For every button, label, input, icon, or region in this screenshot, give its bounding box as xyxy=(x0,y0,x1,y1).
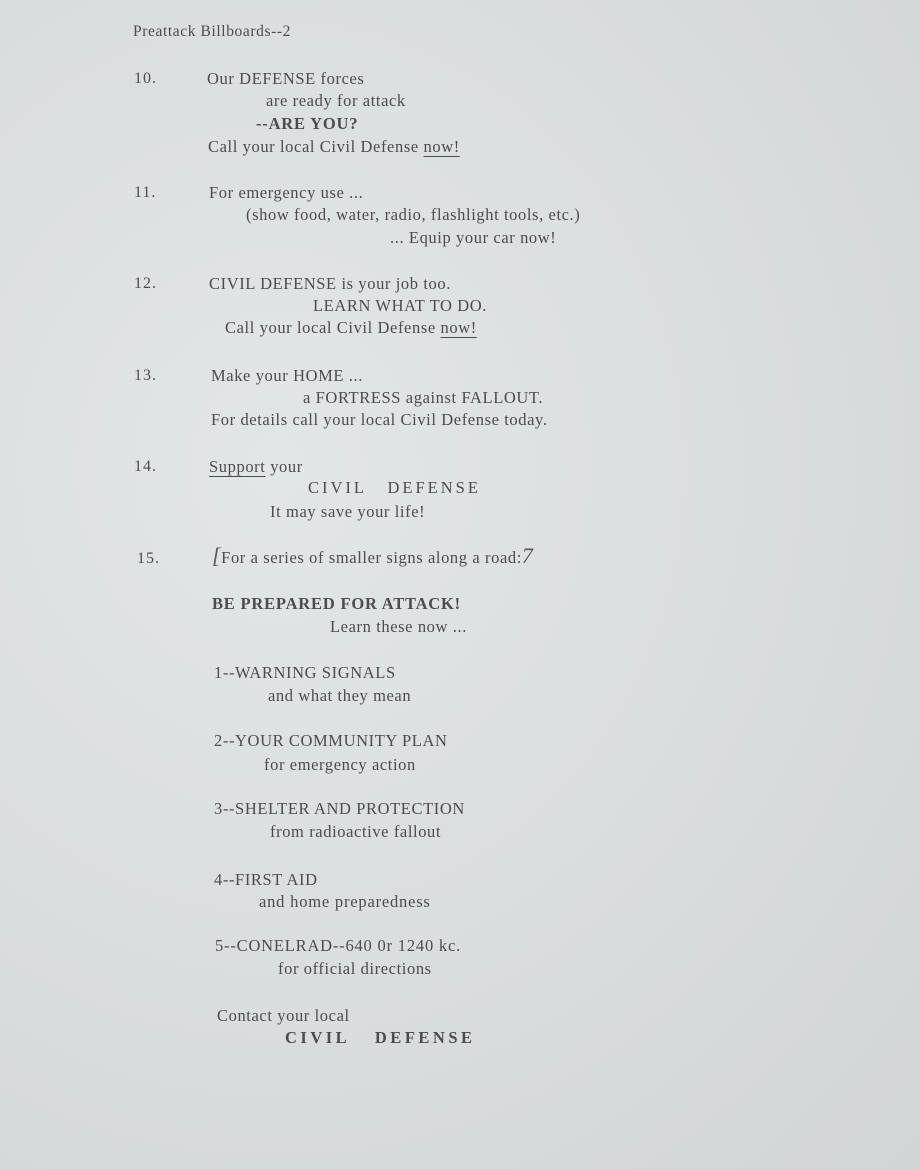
item-number-15: 15. xyxy=(137,550,160,567)
item-10-line-4-text: Call your local Civil Defense xyxy=(208,137,424,156)
sign-5-title: 5--CONELRAD--640 0r 1240 kc. xyxy=(215,936,462,955)
sign-4-title: 4--FIRST AID xyxy=(214,870,318,889)
item-10-line-2: are ready for attack xyxy=(266,91,406,110)
item-11-line-2: (show food, water, radio, flashlight tools, etc.) xyxy=(246,205,581,224)
item-number-11: 11. xyxy=(134,184,157,201)
sign-4-detail: and home preparedness xyxy=(259,892,431,911)
item-14-support-underlined: Support xyxy=(209,457,266,476)
sign-5-detail: for official directions xyxy=(278,959,432,978)
item-10-now-underlined: now! xyxy=(423,137,460,156)
item-11-line-1: For emergency use ... xyxy=(209,183,364,202)
item-12-line-3 xyxy=(225,318,477,338)
sign-1-detail: and what they mean xyxy=(268,686,412,705)
item-10-line-3: --ARE YOU? xyxy=(256,114,359,133)
item-12-now-underlined: now! xyxy=(440,318,477,337)
item-14-line-3: It may save your life! xyxy=(270,502,426,521)
item-number-14: 14. xyxy=(134,458,157,475)
item-14-line-2: CIVIL DEFENSE xyxy=(308,478,481,497)
closing-line-2: CIVIL DEFENSE xyxy=(285,1028,476,1047)
closing-line-1: Contact your local xyxy=(217,1006,350,1025)
sign-1-title: 1--WARNING SIGNALS xyxy=(214,663,396,682)
item-10-line-1: Our DEFENSE forces xyxy=(207,69,365,88)
item-11-line-3: ... Equip your car now! xyxy=(390,228,557,247)
item-number-13: 13. xyxy=(134,367,157,384)
sign-3-detail: from radioactive fallout xyxy=(270,822,442,841)
item-13-line-1: Make your HOME ... xyxy=(211,366,363,385)
item-15-line-1 xyxy=(212,543,534,568)
series-headline: BE PREPARED FOR ATTACK! xyxy=(212,594,461,613)
item-number-12: 12. xyxy=(134,275,157,292)
sign-2-title: 2--YOUR COMMUNITY PLAN xyxy=(214,731,448,750)
item-14-line-1 xyxy=(209,457,303,477)
item-13-line-3: For details call your local Civil Defense today. xyxy=(211,410,548,429)
sign-2-detail: for emergency action xyxy=(264,755,416,774)
open-bracket-mark: [ xyxy=(212,543,222,568)
item-14-your: your xyxy=(265,457,303,476)
sign-3-title: 3--SHELTER AND PROTECTION xyxy=(214,799,465,818)
series-subhead: Learn these now ... xyxy=(330,617,467,636)
item-12-line-3-text: Call your local Civil Defense xyxy=(225,318,441,337)
item-12-line-1: CIVIL DEFENSE is your job too. xyxy=(209,274,451,293)
item-10-line-4 xyxy=(208,137,460,157)
item-13-line-2: a FORTRESS against FALLOUT. xyxy=(303,388,544,407)
page-header: Preattack Billboards--2 xyxy=(133,23,291,40)
item-15-note: For a series of smaller signs along a road: xyxy=(221,548,522,567)
close-bracket-mark: 7 xyxy=(521,543,534,568)
item-12-line-2: LEARN WHAT TO DO. xyxy=(313,296,487,315)
item-number-10: 10. xyxy=(134,70,157,87)
